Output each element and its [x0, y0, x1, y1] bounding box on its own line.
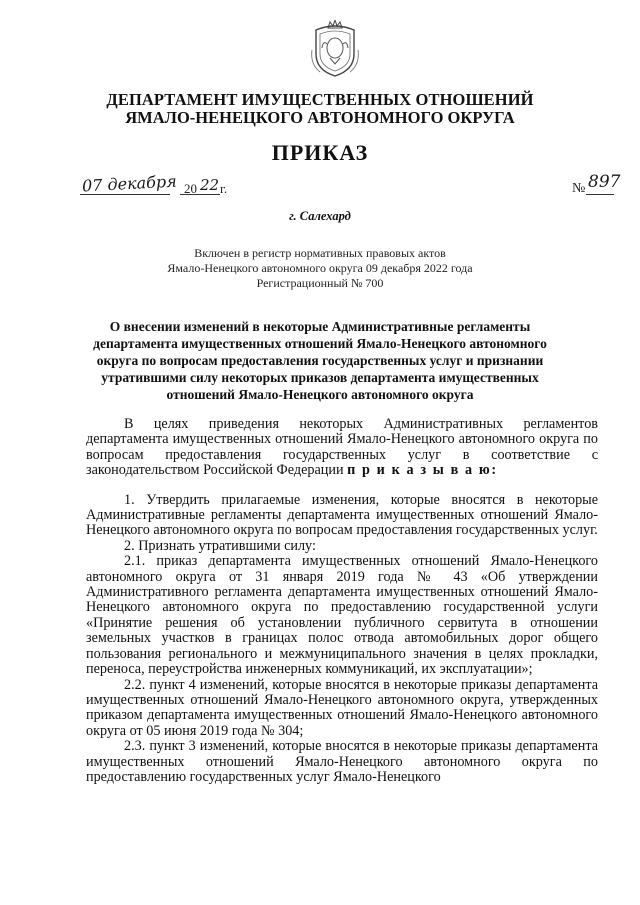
item-2-3: 2.3. пункт 3 изменений, которые вносятся в некоторые приказы департамента имущественных отношений Ямало-Ненецкого автономного округа по предоставлению государственных услуг Ямало-Ненецкого [86, 738, 598, 785]
handwritten-year: 22 [200, 176, 220, 194]
handwritten-date: 07 декабря [81, 171, 178, 196]
department-name-line2: ЯМАЛО-НЕНЕЦКОГО АВТОНОМНОГО ОКРУГА [125, 108, 515, 127]
item-2: 2. Признать утратившими силу: [124, 537, 316, 554]
handwritten-number: 897 [588, 172, 621, 192]
order-title [70, 318, 570, 403]
department-name-line1: ДЕПАРТАМЕНТ ИМУЩЕСТВЕННЫХ ОТНОШЕНИЙ [106, 90, 534, 109]
title-line: департамента имущественных отношений Ямало-Ненецкого автономного [93, 336, 547, 351]
intro-text: В целях приведения некоторых Административных регламентов департамента имущественных отношений Ямало-Ненецкого автономного округа по вопросам предоставления государственных услуг в соответствие с законодательством Российской Федерации [86, 416, 598, 479]
item-2-2: 2.2. пункт 4 изменений, которые вносятся в некоторые приказы департамента имущественных отношений Ямало-Ненецкого автономного округа, утвержденных приказом департамента имущественных отношений Ямало-Ненецкого автономного округа от 05 июня 2019 года № 304; [86, 676, 598, 739]
title-line: утратившими силу некоторых приказов департамента имущественных [101, 370, 539, 385]
year-suffix: г. [220, 181, 228, 196]
registration-line1: Включен в регистр нормативных правовых актов [194, 246, 446, 260]
title-line: О внесении изменений в некоторые Административные регламенты [109, 319, 531, 334]
coat-of-arms-emblem [310, 20, 360, 78]
title-line: округа по вопросам предоставления государственных услуг и признании [96, 353, 544, 368]
registration-line3: Регистрационный № 700 [256, 276, 384, 290]
date-underline [80, 194, 170, 195]
number-underline [586, 194, 614, 195]
year-prefix: 20 [184, 181, 197, 196]
order-body [86, 417, 598, 785]
document-type-heading: ПРИКАЗ [271, 140, 369, 165]
item-2-1: 2.1. приказ департамента имущественных отношений Ямало-Ненецкого автономного округа от 31 января 2019 года № 43 «Об утверждении Административного регламента департамента имущественных отношений Ямало-Ненецкого автономного округа по предоставлению государственной услуги «Принятие решения об установлении публичного сервитута в отношении земельных участков в границах полос отвода автомобильных дорог общего пользования регионального и межмуниципального значения в целях прокладки, переноса, переустройства инженерных коммуникаций, их эксплуатации»; [86, 553, 598, 678]
item-1: 1. Утвердить прилагаемые изменения, которые вносятся в некоторые Административные регламенты департамента имущественных отношений Ямало-Ненецкого автономного округа по вопросам предоставления государственных услуг. [86, 491, 598, 539]
intro-paragraph [86, 417, 598, 479]
registration-line2: Ямало-Ненецкого автономного округа 09 декабря 2022 года [167, 261, 473, 275]
city-name: г. Салехард [289, 209, 351, 223]
title-line: отношений Ямало-Ненецкого автономного округа [166, 387, 474, 402]
year-underline [180, 194, 220, 195]
number-prefix: № [572, 181, 586, 196]
orders-word: п р и к а з ы в а ю: [347, 462, 498, 479]
